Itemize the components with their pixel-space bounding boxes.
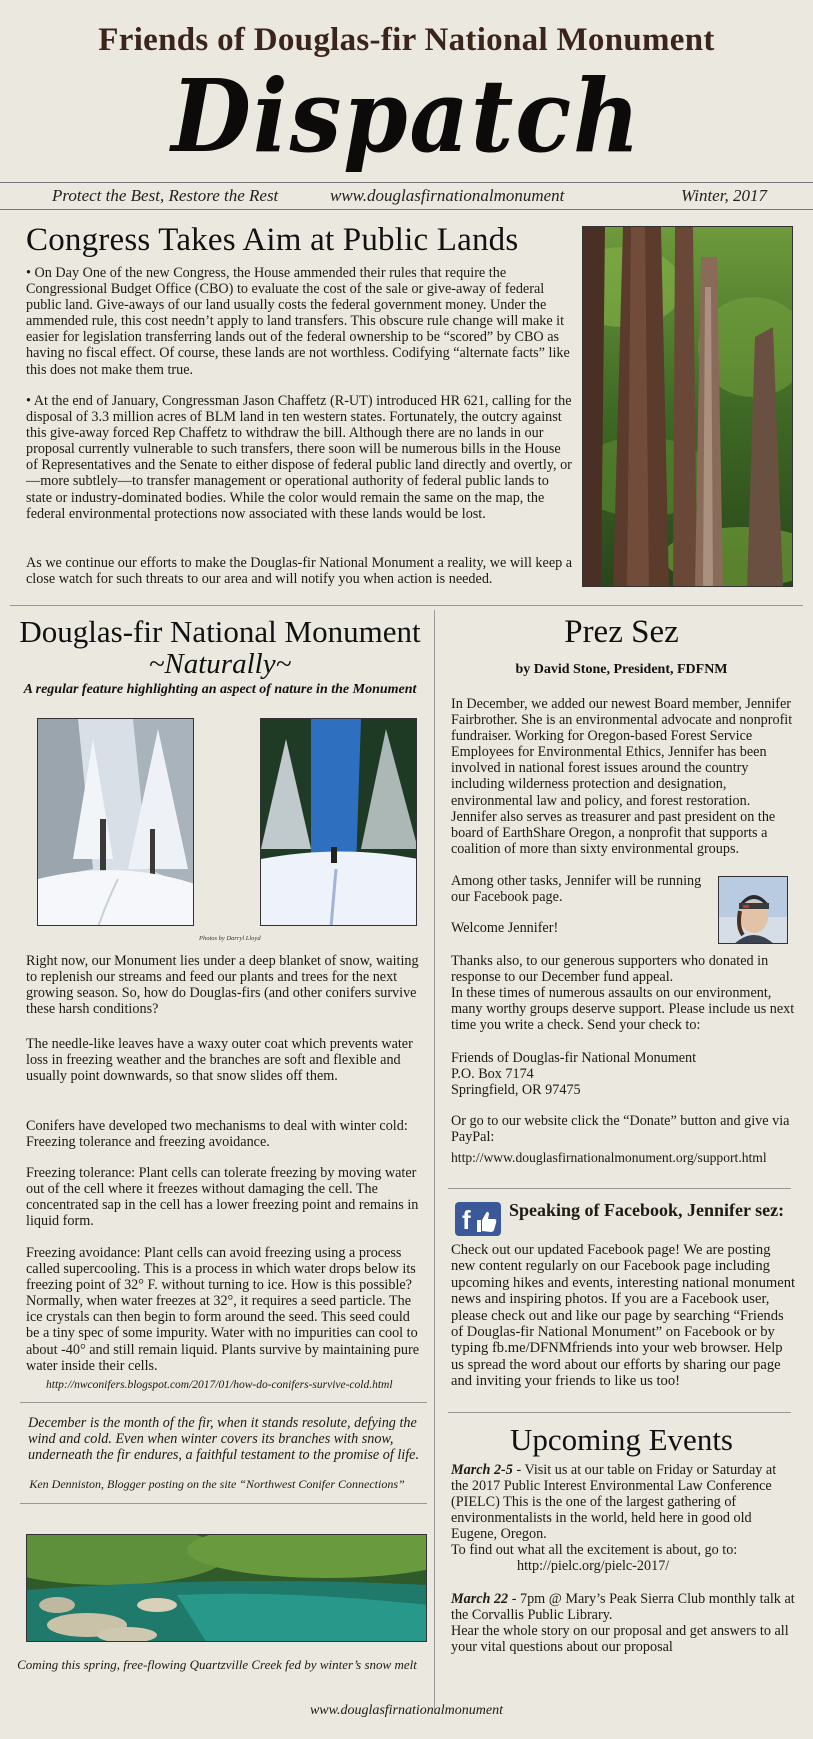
- quote-rule-top: [20, 1402, 427, 1403]
- issue-date: Winter, 2017: [681, 186, 767, 205]
- prez-sez-title: Prez Sez: [564, 614, 679, 650]
- quote-rule-bottom: [20, 1503, 427, 1504]
- lead-paragraph-2: • At the end of January, Congressman Jason Chaffetz (R-UT) introduced HR 621, calling for the disposal of 3.3 million acres of BLM land in ten western states. Fortunately, the outcry against this give-away forced Rep Chaffetz to withdraw the bill. Although there are no lands in our proposal currently vulnerable to such transfers, there soon will be numerous bills in the House of Representatives and the Senate to either dispose of federal public land directly and overtly, or—more subtlely—to transfer management or operational authority of federal public lands to state or industry-dominated bodies. While the color would remain the same on the map, the federal environmental protections now associated with these lands would be lost.: [26, 393, 572, 522]
- fir-quote: December is the month of the fir, when it stands resolute, defying the wind and cold. Even when winter covers its branches with snow, underneath the fir endures, a faithful testament to the promise of life.: [28, 1415, 420, 1464]
- column-divider: [434, 610, 435, 1710]
- snowy-trees-photo: [37, 718, 194, 926]
- naturally-paragraph-4: Freezing tolerance: Plant cells can tolerate freezing by moving water out of the cell where it freezes without damaging the cell. The concentrated sap in the cell has a lower freezing point and remains in liquid form.: [26, 1165, 419, 1230]
- newsletter-title: Dispatch: [171, 57, 642, 175]
- creek-caption: Coming this spring, free-flowing Quartzville Creek fed by winter’s snow melt: [17, 1657, 417, 1672]
- naturally-paragraph-5: Freezing avoidance: Plant cells can avoid freezing using a process called supercooling. This is a process in which water drops below its freezing point of 32° F. without turning to ice. How is this possible? Normally, when water freezes at 32°, it requires a seed particle. The ice crystals can then begin to form around the seed. This seed could be a tiny spec of some impurity. Water with no impurities can cool to about -40° and still remain liquid. Plants survive by maintaining pure water inside their cells.: [26, 1245, 420, 1374]
- event-1-more: To find out what all the excitement is about, go to:: [451, 1542, 738, 1558]
- prez-paragraph-4: Thanks also, to our generous supporters who donated in response to our December fund appeal.: [451, 953, 769, 986]
- event-2-more: Hear the whole story on our proposal and get answers to all your vital questions about our proposal: [451, 1623, 789, 1656]
- prez-paragraph-1: In December, we added our newest Board member, Jennifer Fairbrother. She is an environmental advocate and nonprofit fundraiser. Working for Oregon-based Forest Service Employees for Environmental Ethics, Jennifer has been involved in national forest issues around the country including wilderness protection and designation, environmental law and policy, and forest restoration. Jennifer also serves as treasurer and past president on the board of EarthShare Oregon, a nonprofit that supports a coalition of more than sixty environmental groups.: [451, 696, 793, 857]
- events-title: Upcoming Events: [510, 1422, 733, 1457]
- event-2: [451, 1591, 796, 1623]
- pielc-link[interactable]: http://pielc.org/pielc-2017/: [517, 1558, 670, 1574]
- mailing-address-line-2: P.O. Box 7174: [451, 1066, 534, 1082]
- masthead-website[interactable]: www.douglasfirnationalmonument: [330, 186, 565, 205]
- jennifer-portrait: [718, 876, 788, 944]
- masthead-rule-top: [0, 182, 813, 183]
- footer-website[interactable]: www.douglasfirnationalmonument: [309, 1703, 504, 1718]
- prez-paragraph-5: In these times of numerous assaults on our environment, many worthy groups deserve support. Please include us next time you write a check. Send your check to:: [451, 985, 795, 1034]
- event-1-text: - Visit us at our table on Friday or Saturday at the 2017 Public Interest Environmental Law Conference (PIELC) This is the one of the largest gathering of environmentalists in the world, held here in good old Eugene, Oregon.: [451, 1462, 777, 1543]
- masthead-org-name: Friends of Douglas-fir National Monument: [98, 22, 715, 58]
- prez-byline: by David Stone, President, FDFNM: [515, 662, 728, 677]
- lead-paragraph-1: • On Day One of the new Congress, the House ammended their rules that require the Congressional Budget Office (CBO) to evaluate the cost of the sale or give-away of federal public land. Give-aways of our land usually costs the federal government money. Under the ammended rule, this cost needn’t apply to land transfers. This obscure rule change will make it easier for legislation transferring lands out of the federal ownership to be “scored” by CBO as having no fiscal effect. Of course, these lands are not worthless. Codifying “alternate facts” like this does not make them true.: [26, 265, 570, 378]
- event-2-text: - 7pm @ Mary’s Peak Sierra Club monthly talk at the Corvallis Public Library.: [451, 1591, 795, 1624]
- mailing-address-line-1: Friends of Douglas-fir National Monument: [451, 1050, 697, 1066]
- event-1: [451, 1462, 796, 1542]
- quartzville-creek-photo: [26, 1534, 427, 1642]
- naturally-paragraph-1: Right now, our Monument lies under a deep blanket of snow, waiting to replenish our streams and feed our plants and trees for the next growing season. So, how do Douglas-firs (and other conifers survive these harsh conditions?: [26, 953, 419, 1018]
- prez-paragraph-6: Or go to our website click the “Donate” button and give via PayPal:: [451, 1113, 790, 1146]
- quote-attribution: Ken Denniston, Blogger posting on the site “Northwest Conifer Connections”: [29, 1477, 405, 1491]
- naturally-paragraph-3: Conifers have developed two mechanisms to deal with winter cold: Freezing tolerance and freezing avoidance.: [26, 1118, 408, 1151]
- facebook-section-title: Speaking of Facebook, Jennifer sez:: [509, 1200, 785, 1220]
- events-rule-top: [448, 1412, 791, 1413]
- event-1-date: March 2-5: [451, 1462, 513, 1478]
- prez-paragraph-3: Welcome Jennifer!: [451, 920, 559, 936]
- masthead-rule-bottom: [0, 209, 813, 210]
- naturally-paragraph-2: The needle-like leaves have a waxy outer coat which prevents water loss in freezing weather and the branches are soft and flexible and usually point downwards, so that snow slides off them.: [26, 1036, 413, 1085]
- facebook-like-icon[interactable]: [455, 1202, 501, 1236]
- photo-credit: Photos by Darryl Lloyd: [199, 935, 261, 942]
- facebook-body: Check out our updated Facebook page! We are posting new content regularly on our Facebook page including upcoming hikes and events, interesting national monument news and inspiring photos. If you are a Facebook user, please check out and like our page by searching “Friends of Douglas-fir National Monument” on Facebook or by typing fb.me/DFNMfriends into your web browser. Help us spread the word about our efforts by sharing our page and inviting your friends to like us too!: [451, 1242, 796, 1390]
- naturally-subtitle: A regular feature highlighting an aspect of nature in the Monument: [23, 682, 417, 697]
- facebook-rule-top: [448, 1188, 791, 1189]
- lead-headline: Congress Takes Aim at Public Lands: [26, 222, 519, 258]
- slogan: Protect the Best, Restore the Rest: [52, 186, 279, 205]
- conifers-source-link[interactable]: http://nwconifers.blogspot.com/2017/01/how-do-conifers-survive-cold.html: [46, 1379, 393, 1391]
- naturally-title-line2: ~Naturally~: [148, 648, 292, 680]
- support-link[interactable]: http://www.douglasfirnationalmonument.org/support.html: [451, 1150, 767, 1165]
- snowshoe-trail-photo: [260, 718, 417, 926]
- prez-paragraph-2: Among other tasks, Jennifer will be running our Facebook page.: [451, 873, 702, 906]
- lead-paragraph-3: As we continue our efforts to make the Douglas-fir National Monument a reality, we will keep a close watch for such threats to our area and will notify you when action is needed.: [26, 555, 573, 588]
- event-2-date: March 22: [451, 1591, 509, 1607]
- forest-photo: [582, 226, 793, 587]
- section-divider-top: [10, 605, 803, 606]
- naturally-title-line1: Douglas-fir National Monument: [19, 614, 421, 649]
- svg-text:f: f: [462, 1205, 471, 1235]
- mailing-address-line-3: Springfield, OR 97475: [451, 1082, 581, 1098]
